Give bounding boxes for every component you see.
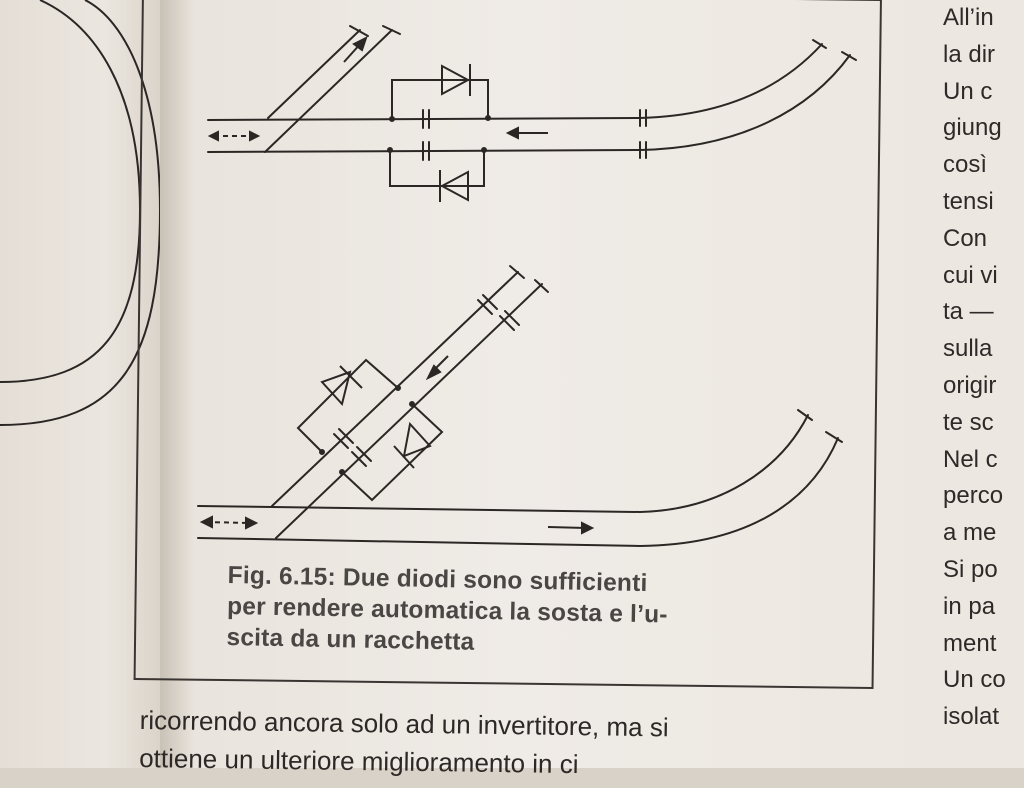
text-line: tensi — [943, 187, 994, 215]
text-line: la dir — [943, 40, 996, 68]
bottom-branch-rail-a — [272, 272, 518, 506]
figure-caption — [226, 560, 868, 665]
body-text-bottom — [139, 701, 900, 788]
bottom-diode-loop-right — [342, 404, 442, 500]
text-line: sulla — [943, 335, 993, 363]
text-line: giung — [943, 114, 1002, 142]
text-line: te sc — [943, 408, 994, 436]
text-line: ta — — [943, 298, 994, 326]
text-line: Con — [943, 224, 988, 252]
text-line: origir — [943, 371, 997, 399]
text-line: in pa — [943, 592, 996, 620]
top-diode-loop-upper — [392, 80, 488, 119]
bottom-rail-lower — [198, 438, 838, 546]
top-rail-lower — [208, 55, 850, 152]
text-line: ottiene un ulteriore miglioramento in ci — [138, 742, 579, 780]
top-rail-upper — [208, 44, 822, 120]
text-line: a me — [943, 519, 997, 547]
bottom-rail-upper — [198, 415, 808, 512]
top-branch-rail-b — [265, 30, 392, 152]
text-line: Un c — [943, 77, 993, 105]
text-line: Un co — [943, 666, 1006, 694]
text-line: perco — [943, 482, 1004, 510]
text-line: ment — [943, 629, 997, 657]
caption-line: scita da un racchetta — [226, 623, 475, 656]
text-line: Si po — [943, 555, 998, 583]
top-diode-loop-lower — [390, 150, 484, 186]
text-line: isolat — [943, 703, 1000, 731]
right-text-column — [943, 0, 1024, 768]
caption-line: Fig. 6.15: Due diodi sono sufficienti — [227, 561, 648, 598]
text-line: ricorrendo ancora solo ad un invertitore, ma si — [139, 704, 669, 743]
text-line: All’in — [943, 4, 994, 31]
text-line: cui vi — [943, 261, 998, 289]
text-line: così — [943, 151, 988, 179]
caption-line: per rendere automatica la sosta e l’u- — [226, 592, 668, 629]
text-line: Nel c — [943, 445, 998, 473]
